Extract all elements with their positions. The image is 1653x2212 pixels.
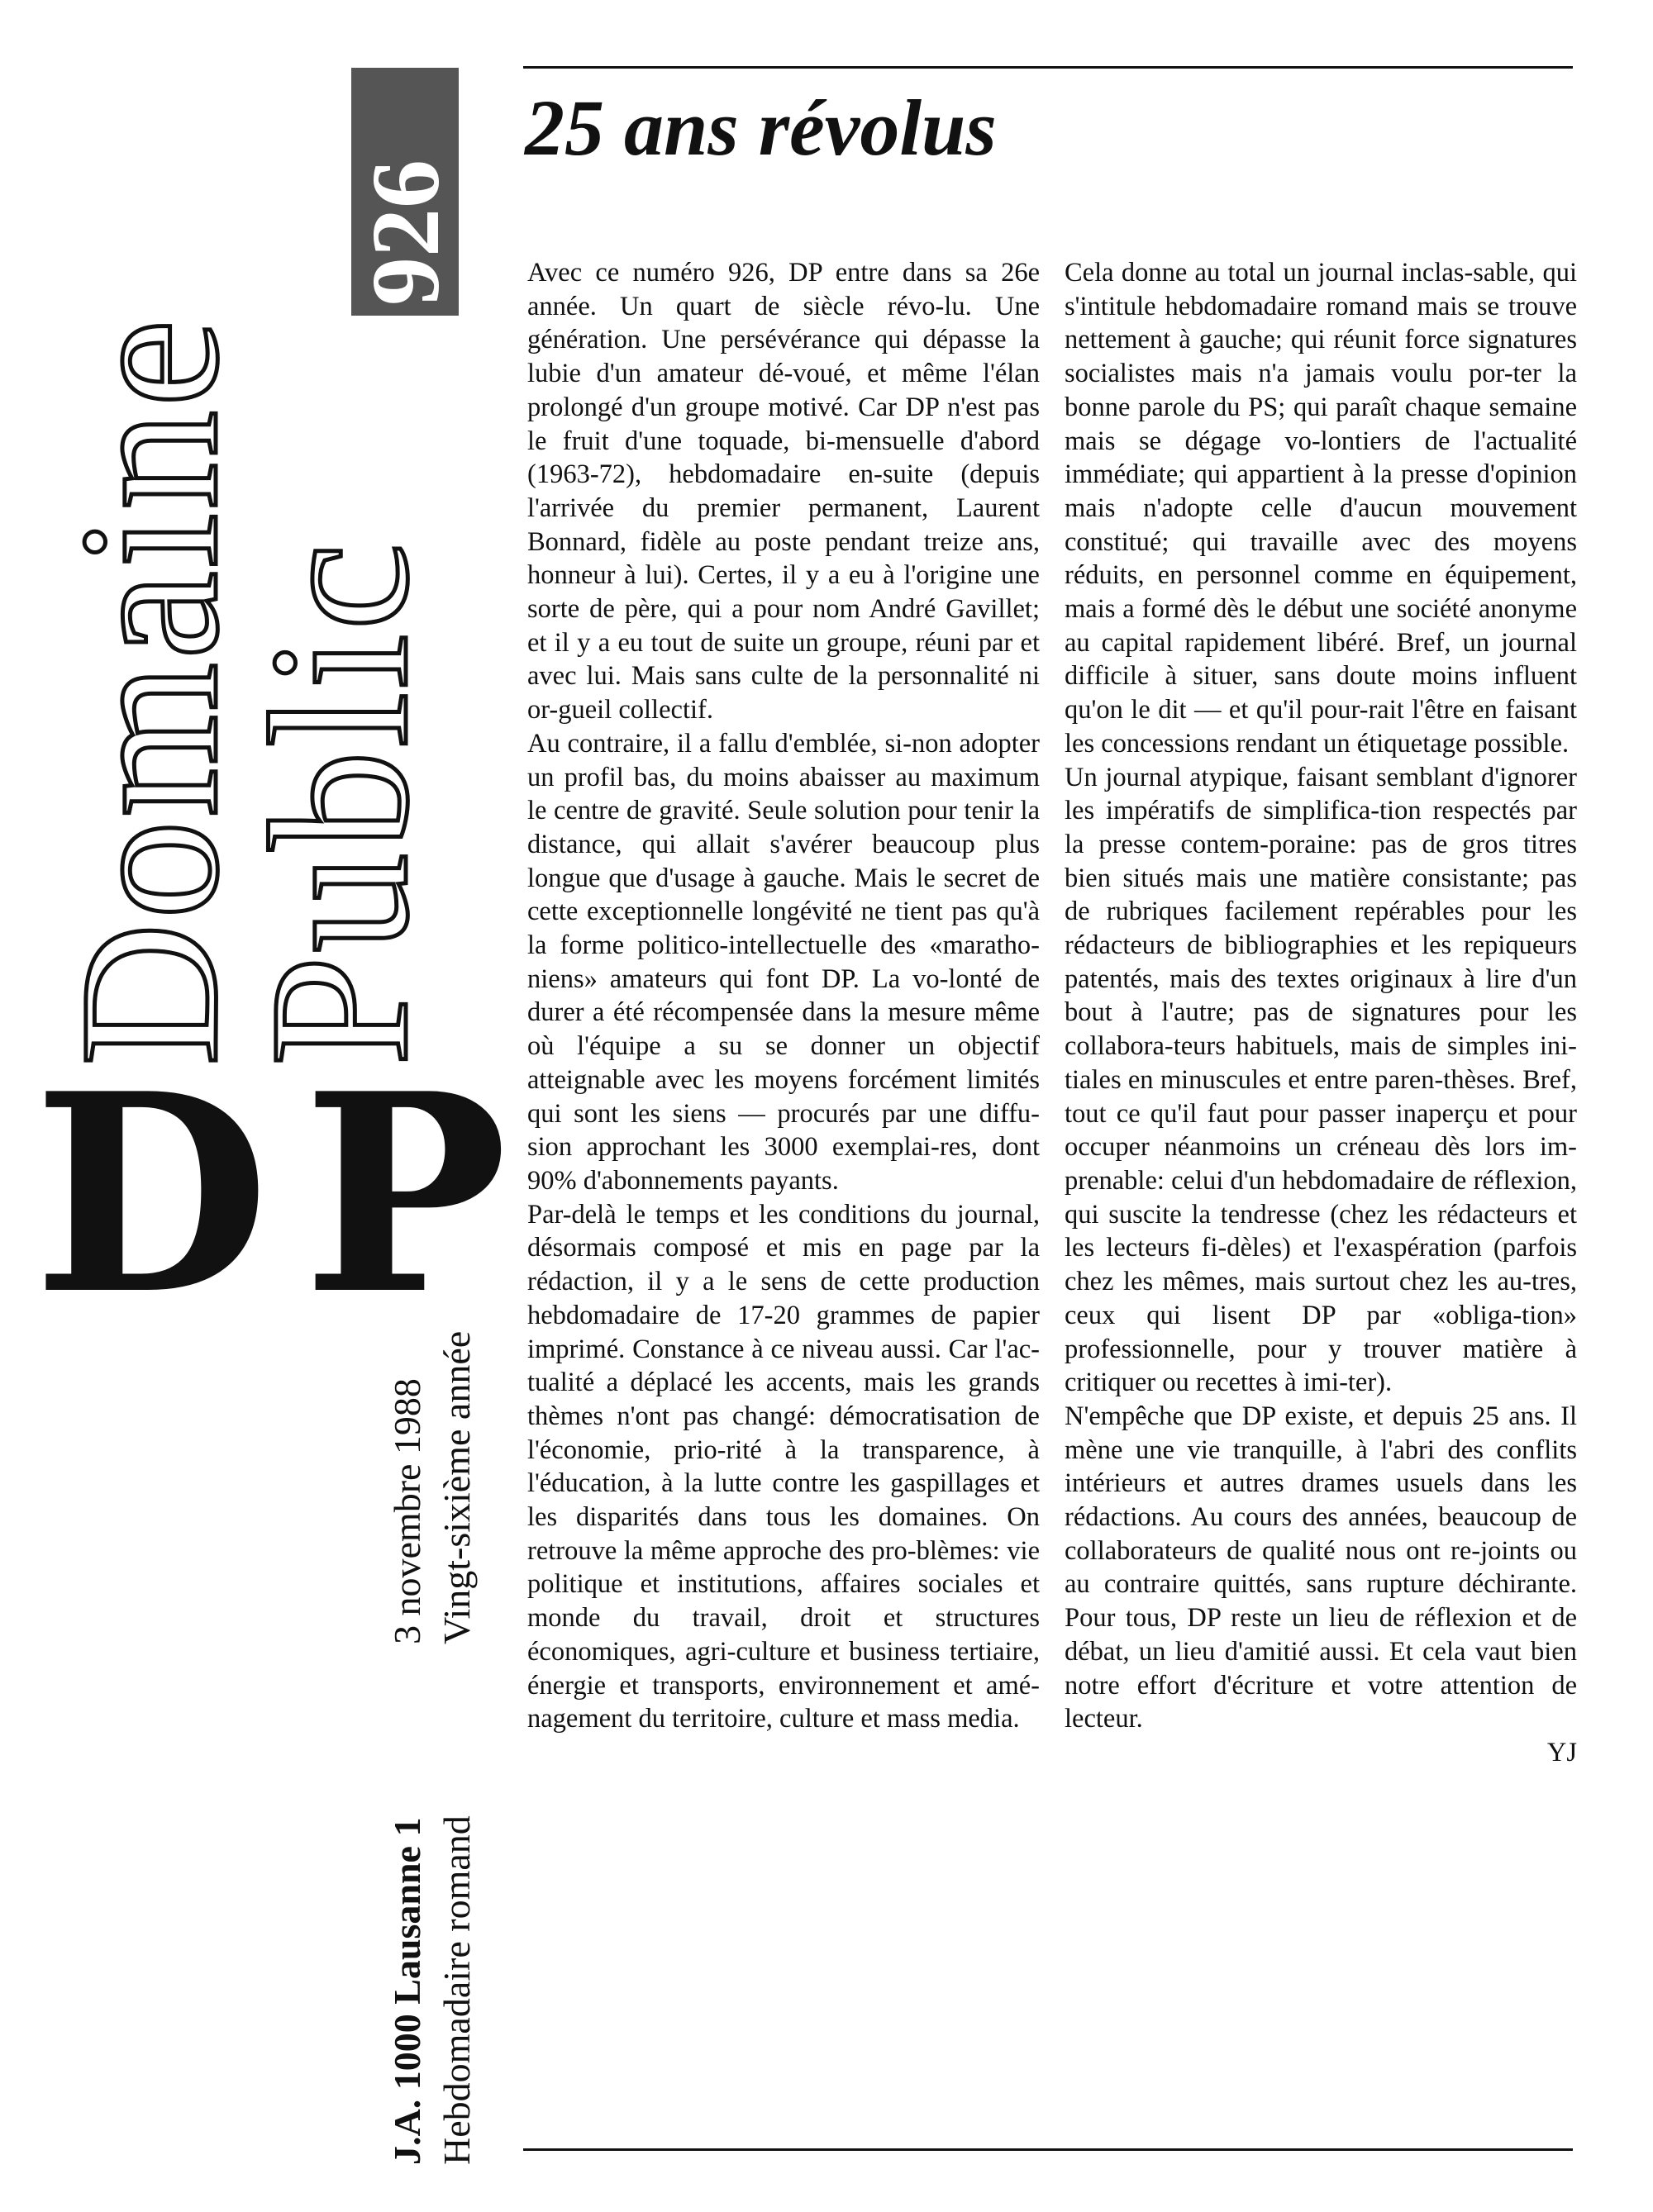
hebdomadaire-line: Hebdomadaire romand: [436, 1815, 478, 2165]
paragraph: Par-delà le temps et les conditions du journal, désormais composé et mis en page par la rédaction, il y a le sens de cette production hebdomadaire de 17-20 grammes de papier imprimé. Constance à ce niveau aussi. Car l'ac-tualité a déplacé les accents, mais les grands thèmes n'ont pas changé: démocratisation de l'économie, prio-rité à la transparence, à l'éducation, à la lutte contre les gaspillages et les disparités dans tous les domaines. On retrouve la même approche des pro-blèmes: vie politique et institutions, affaires sociales et monde du travail, droit et structures économiques, agri-culture et business tertiaire, énergie et transports, environnement et amé-nagement du territoire, culture et mass media.: [527, 1199, 1040, 1734]
issue-date: 3 novembre 1988: [386, 1378, 428, 1644]
paragraph: N'empêche que DP existe, et depuis 25 ans. Il mène une vie tranquille, à l'abri des conflits intérieurs et autres drames usuels dans les rédactions. Au cours des années, beaucoup de collaborateurs de qualité nous ont re-joints ou au contraire quittés, sans rupture déchirante. Pour tous, DP reste un lieu de réflexion et de débat, un lieu d'amitié aussi. Et cela vaut bien notre effort d'écriture et votre attention de lecteur.: [1065, 1401, 1577, 1734]
article-column-left: [527, 256, 1040, 1736]
author-signature: YJ: [1546, 1737, 1577, 1767]
bottom-rule: [523, 2148, 1573, 2151]
article-column-right: [1065, 256, 1577, 1770]
issue-number: 926: [351, 159, 460, 306]
masthead-domaine: Domaine: [39, 316, 259, 1066]
top-rule: [523, 66, 1573, 69]
paragraph: Au contraire, il a fallu d'emblée, si-non adopter un profil bas, du moins abaisser au maximum le centre de gravité. Seule solution pour tenir la distance, qui allait s'avérer beaucoup plus longue que d'usage à gauche. Mais le secret de cette exceptionnelle longévité ne tient pas qu'à la forme politico-intellectuelle des «maratho-niens» amateurs qui font DP. La vo-lonté de durer a été récompensée dans la mesure même où l'équipe a su se donner un objectif atteignable avec les moyens forcément limités qui sont les siens — procurés par une diffu-sion approchant les 3000 exemplai-res, dont 90% d'abonnements payants.: [527, 728, 1040, 1196]
masthead-public: Public: [229, 539, 449, 1066]
ja-lausanne-line: J.A. 1000 Lausanne 1: [386, 1817, 428, 2165]
year-line: Vingt-sixième année: [436, 1330, 478, 1644]
paragraph: Avec ce numéro 926, DP entre dans sa 26e année. Un quart de siècle révo-lu. Une génération. Une persévérance qui dépasse la lubie d'un amateur dé-voué, et même l'élan prolongé d'un groupe motivé. Car DP n'est pas le fruit d'une toquade, bi-mensuelle d'abord (1963-72), hebdomadaire en-suite (depuis l'arrivée du premier permanent, Laurent Bonnard, fidèle au poste pendant treize ans, honneur à lui). Certes, il y a eu à l'origine une sorte de père, qui a pour nom André Gavillet; et il y a eu tout de suite un groupe, réuni par et avec lui. Mais sans culte de la personnalité ni or-gueil collectif.: [527, 258, 1040, 725]
dp-logo: DP: [33, 1034, 541, 1354]
paragraph: Un journal atypique, faisant semblant d'ignorer les impératifs de simplifica-tion respectés par la presse contem-poraine: pas de gros titres bien situés mais une matière consistante; pas de rubriques facilement repérables pour les rédacteurs de bibliographies et les repiqueurs patentés, mais des textes originaux à lire d'un bout à l'autre; pas de signatures pour les collabora-teurs habituels, mais de simples ini-tiales en minuscules et entre paren-thèses. Bref, tout ce qu'il faut pour passer inaperçu et pour occuper néanmoins un créneau dès lors im-prenable: celui d'un hebdomadaire de réflexion, qui suscite la tendresse (chez les rédacteurs et les lecteurs fi-dèles) et l'exaspération (parfois chez les mêmes, mais surtout chez les au-tres, ceux qui lisent DP par «obliga-tion» professionnelle, pour y trouver matière à critiquer ou recettes à imi-ter).: [1065, 762, 1577, 1398]
article-title: 25 ans révolus: [525, 83, 997, 172]
paragraph: Cela donne au total un journal inclas-sable, qui s'intitule hebdomadaire romand mais se trouve nettement à gauche; qui réunit force signatures socialistes mais n'a jamais voulu por-ter la bonne parole du PS; qui paraît chaque semaine mais se dégage vo-lontiers de l'actualité immédiate; qui appartient à la presse d'opinion mais n'adopte celle d'aucun mouvement constitué; qui travaille avec des moyens réduits, en personnel comme en équipement, mais a formé dès le début une société anonyme au capital rapidement libéré. Bref, un journal difficile à situer, sans doute moins influent qu'on le dit — et qu'il pour-rait l'être en faisant les concessions rendant un étiquetage possible.: [1065, 258, 1577, 759]
